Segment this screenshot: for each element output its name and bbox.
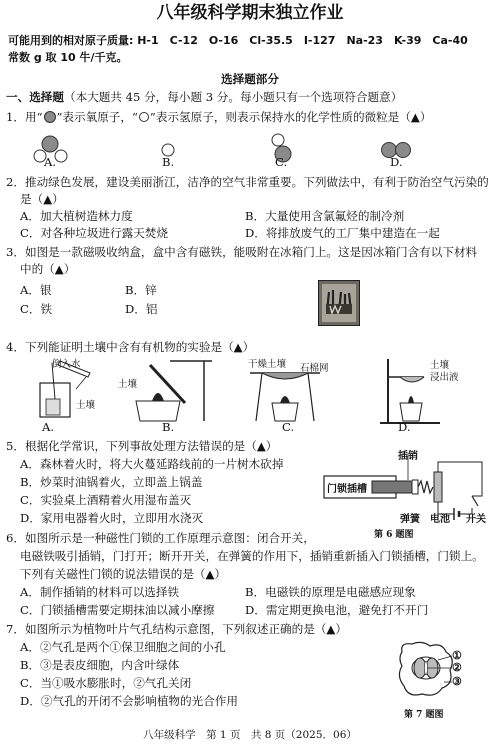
q6-stem: 6．如图所示是一种磁性门锁的工作原理示意图：闭合开关， (6, 531, 315, 545)
section-title: 选择题部分 (221, 72, 279, 86)
q1-option-c[interactable]: C. (275, 155, 288, 169)
q6-option-b[interactable]: B．电磁铁的原理是电磁感应现象 (245, 585, 416, 599)
oxygen-atom-icon (43, 111, 57, 123)
q4-figure-c (250, 373, 320, 421)
fig7-marker-3: ③ (452, 675, 462, 688)
q6-option-c[interactable]: C．门锁插槽需要定期抹油以减小摩擦 (20, 603, 215, 617)
q4-option-b[interactable]: B. (162, 420, 175, 434)
q5-option-b[interactable]: B．炒菜时油锅着火，立即盖上锅盖 (20, 475, 203, 489)
q7-option-d[interactable]: D．②气孔的开闭不会影响植物的光合作用 (20, 694, 238, 708)
fig6-label-bolt: 插销 (398, 451, 418, 462)
page-title: 八年级科学期末独立作业 (156, 3, 344, 23)
q4-label-soil-b: 土壤 (118, 379, 138, 390)
q1-option-b[interactable]: B. (162, 155, 175, 169)
fig6-caption: 第 6 题图 (374, 530, 414, 540)
section-heading: 一、选择题 (6, 90, 64, 104)
q5-stem: 5．根据化学常识，下列事故处理方法错误的是（▲） (6, 439, 278, 453)
q4-figure-b (136, 361, 212, 421)
q2-stem: 2．推动绿色发展，建设美丽浙江，洁净的空气非常重要。下列做法中，有利于防治空气污染的 (6, 175, 489, 189)
q1-option-a[interactable]: A. (44, 155, 57, 169)
q4-label-pour-water: 倒入水 (52, 359, 81, 370)
fig6-label-spring: 弹簧 (400, 514, 420, 525)
q4-label-soil-a: 土壤 (76, 400, 96, 411)
q2-option-a[interactable]: A．加大植树造林力度 (20, 209, 133, 223)
fig6-label-battery: 电池 (430, 514, 450, 525)
q7-option-b[interactable]: B．③是表皮细胞，内含叶绿体 (20, 658, 180, 672)
q3-option-c[interactable]: C．铁 (20, 302, 53, 316)
q6-option-a[interactable]: A．制作插销的材料可以选择铁 (20, 585, 180, 599)
page-footer: 八年级科学 第 1 页 共 8 页（2025．06） (143, 729, 357, 741)
fig6-label-switch: 开关 (466, 514, 486, 525)
magnetic-box-photo (318, 280, 360, 326)
q1-stem (6, 110, 431, 124)
gravity-constant: 常数 g 取 10 牛/千克。 (8, 51, 128, 64)
q4-label-asbestos: 石棉网 (300, 363, 329, 374)
fig7-marker-1: ① (452, 649, 462, 662)
q1-stem-b: ”表示氧原子，“ (56, 110, 138, 124)
hydrogen-atom-icon (138, 111, 150, 123)
q2-option-b[interactable]: B．大量使用含氯氟烃的制冷剂 (245, 209, 405, 223)
q3-option-b[interactable]: B．锌 (125, 283, 157, 297)
fig7-caption: 第 7 题图 (404, 710, 444, 720)
q6-stem-2: 电磁铁吸引插销，门打开；断开开关，在弹簧的作用下，插销重新插入门锁插槽，门锁上。 (20, 549, 484, 563)
q6-option-d[interactable]: D．需定期更换电池，避免打不开门 (245, 603, 429, 617)
q1-stem-c: ”表示氢原子，则表示保持水的化学性质的微粒是（▲） (149, 110, 432, 124)
q7-option-c[interactable]: C．当①吸水膨胀时，②气孔关闭 (20, 676, 192, 690)
q2-stem-2: 是（▲） (20, 192, 64, 206)
q4-label-dry-soil: 干燥土壤 (248, 359, 287, 370)
q4-stem: 4．下列能证明土壤中含有有机物的实验是（▲） (6, 340, 255, 354)
q3-stem: 3．如图是一款磁吸收纳盒，盒中含有磁铁，能吸附在冰箱门上。这是因冰箱门含有以下材料 (6, 245, 478, 259)
q4-option-d[interactable]: D. (398, 420, 411, 434)
q3-option-d[interactable]: D．铝 (125, 302, 158, 316)
section-heading-line (6, 90, 402, 104)
q4-label-leachate: 浸出液 (430, 372, 459, 383)
section-instructions: （本大题共 45 分，每小题 3 分。每小题只有一个选项符合题意） (63, 90, 403, 104)
fig6-label-slot: 门锁插槽 (327, 484, 367, 495)
q4-label-soil-d: 土壤 (430, 360, 450, 371)
q7-option-a[interactable]: A．②气孔是两个①保卫细胞之间的小孔 (20, 640, 226, 654)
q2-option-d[interactable]: D．将排放废气的工厂集中建造在一起 (245, 226, 440, 240)
q6-stem-3: 下列有关磁性门锁的说法错误的是（▲） (20, 567, 227, 581)
q3-stem-2: 中的（▲） (20, 262, 76, 276)
q1-option-d[interactable]: D. (390, 155, 403, 169)
q1-stem-a: 1．用“ (6, 110, 43, 124)
q3-option-a[interactable]: A．银 (20, 283, 52, 297)
q5-option-a[interactable]: A．森林着火时，将大火蔓延路线前的一片树木砍掉 (20, 457, 284, 471)
q1-molecule-figures (0, 126, 500, 172)
fig7-marker-2: ② (452, 661, 462, 674)
q4-option-a[interactable]: A. (42, 420, 55, 434)
q5-option-d[interactable]: D．家用电器着火时，立即用水浇灭 (20, 511, 204, 525)
q5-option-c[interactable]: C．实验桌上酒精着火用湿布盖灭 (20, 493, 192, 507)
q7-stem: 7．如图所示为植物叶片气孔结构示意图，下列叙述正确的是（▲） (6, 622, 347, 636)
atomic-masses: 可能用到的相对原子质量: H-1 C-12 O-16 Cl-35.5 I-127 Na-23 K-39 Ca-40 (8, 34, 468, 47)
q4-option-c[interactable]: C. (282, 420, 295, 434)
q2-option-c[interactable]: C．对各种垃圾进行露天焚烧 (20, 226, 168, 240)
